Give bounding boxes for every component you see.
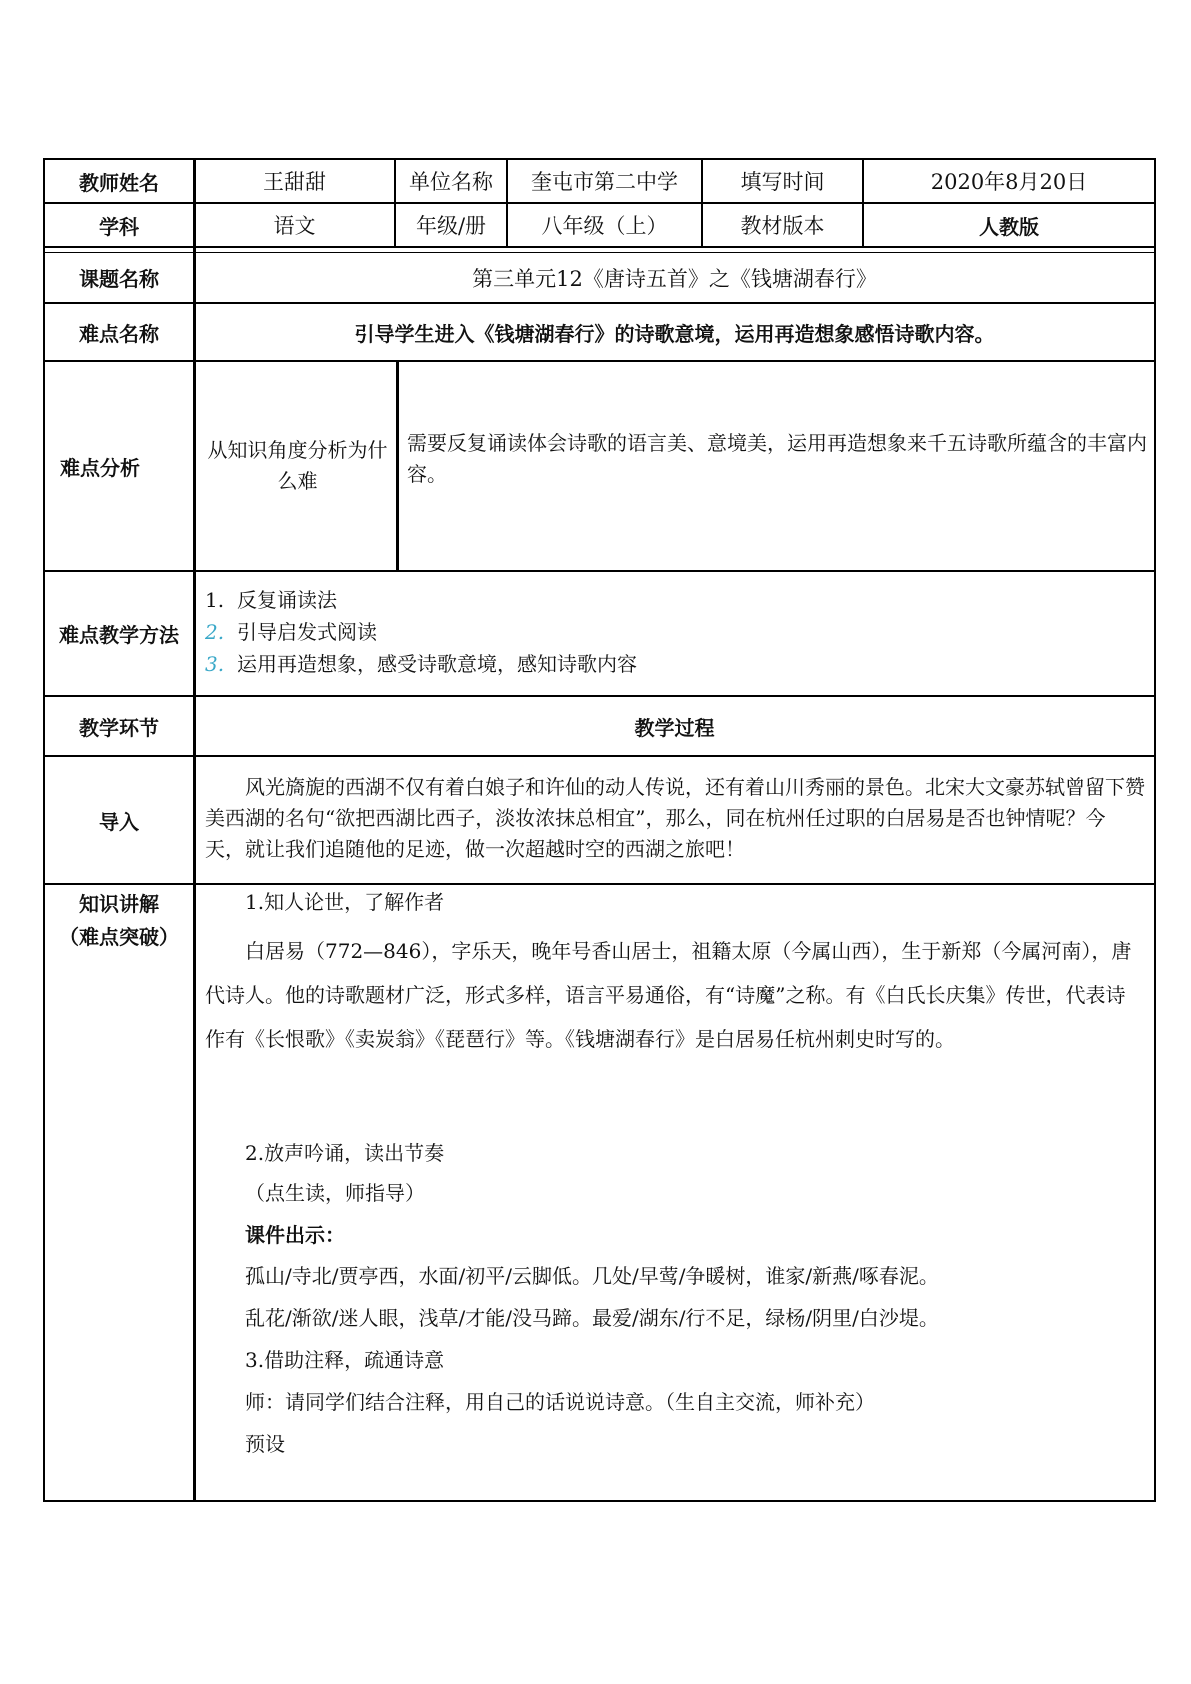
row-divider bbox=[45, 246, 1154, 248]
list-item bbox=[205, 648, 1145, 680]
topic-value: 第三单元12《唐诗五首》之《钱塘湖春行》 bbox=[472, 266, 877, 291]
knowledge-sub-label: （难点突破） bbox=[59, 925, 179, 949]
section-1-text: 白居易（772—846），字乐天，晚年号香山居士，祖籍太原（今属山西），生于新郑（今属河南），唐代诗人。他的诗歌题材广泛，形式多样，语言平易通俗，有“诗魔”之称。有《白氏长庆集》传世，代表诗作有《长恨歌》《卖炭翁》《琵琶行》等。《钱塘湖春行》是白居易任杭州刺史时写的。 bbox=[205, 939, 1132, 1051]
method-text: 运用再造想象，感受诗歌意境，感知诗歌内容 bbox=[237, 652, 637, 676]
section-3-preset: 预设 bbox=[245, 1432, 285, 1456]
method-text: 反复诵读法 bbox=[237, 588, 337, 612]
grade-label: 年级/册 bbox=[415, 214, 487, 238]
process-label: 教学过程 bbox=[634, 715, 715, 740]
analysis-sub-label: 从知识角度分析为什么难 bbox=[207, 438, 388, 493]
column-divider bbox=[396, 360, 399, 570]
list-item bbox=[205, 584, 1145, 616]
poem-line-1: 孤山/寺北/贾亭西，水面/初平/云脚低。几处/早莺/争暖树，谁家/新燕/啄春泥。 bbox=[245, 1264, 939, 1288]
methods-list bbox=[205, 584, 1145, 680]
methods-label: 难点教学方法 bbox=[59, 623, 179, 647]
unit-name-label: 单位名称 bbox=[409, 170, 493, 194]
section-3-title: 3.借助注释，疏通诗意 bbox=[245, 1348, 445, 1372]
grade-value: 八年级（上） bbox=[541, 214, 668, 238]
row-divider bbox=[45, 883, 1154, 885]
difficulty-label: 难点名称 bbox=[79, 321, 159, 346]
poem-line-2: 乱花/渐欲/迷人眼，浅草/才能/没马蹄。最爱/湖东/行不足，绿杨/阴里/白沙堤。 bbox=[245, 1306, 939, 1330]
intro-label: 导入 bbox=[99, 809, 139, 834]
method-text: 引导启发式阅读 bbox=[237, 620, 377, 644]
process-stage-label: 教学环节 bbox=[79, 715, 159, 740]
teacher-name-label: 教师姓名 bbox=[79, 170, 159, 195]
edition-value: 人教版 bbox=[979, 214, 1039, 239]
list-number: 3. bbox=[205, 652, 225, 676]
courseware-label: 课件出示： bbox=[245, 1223, 345, 1247]
fill-date-value: 2020年8月20日 bbox=[930, 170, 1088, 194]
section-2-title: 2.放声吟诵，读出节奏 bbox=[245, 1141, 445, 1165]
edition-label: 教材版本 bbox=[740, 214, 825, 238]
topic-label: 课题名称 bbox=[79, 267, 159, 291]
section-1-title: 1.知人论世，了解作者 bbox=[245, 890, 445, 914]
analysis-text: 需要反复诵读体会诗歌的语言美、意境美，运用再造想象来千五诗歌所蕴含的丰富内容。 bbox=[407, 431, 1147, 486]
section-3-text: 师：请同学们结合注释，用自己的话说说诗意。（生自主交流，师补充） bbox=[245, 1390, 875, 1414]
knowledge-label: 知识讲解 bbox=[79, 892, 159, 916]
intro-text: 风光旖旎的西湖不仅有着白娘子和许仙的动人传说，还有着山川秀丽的景色。北宋大文豪苏轼曾留下赞美西湖的名句“欲把西湖比西子，淡妆浓抹总相宜”，那么，同在杭州任过职的白居易是否也钟情呢？今天，就让我们追随他的足迹，做一次超越时空的西湖之旅吧！ bbox=[205, 775, 1145, 861]
unit-name-value: 奎屯市第二中学 bbox=[531, 170, 678, 194]
lesson-plan-table bbox=[43, 158, 1156, 1502]
list-item bbox=[205, 616, 1145, 648]
teacher-name-value: 王甜甜 bbox=[263, 170, 326, 194]
analysis-label: 难点分析 bbox=[60, 455, 140, 480]
row-divider bbox=[45, 570, 1154, 572]
section-2-note: （点生读，师指导） bbox=[245, 1181, 425, 1205]
subject-label: 学科 bbox=[99, 214, 139, 239]
list-number: 1. bbox=[205, 588, 225, 612]
fill-date-label: 填写时间 bbox=[740, 170, 825, 194]
difficulty-value: 引导学生进入《钱塘湖春行》的诗歌意境，运用再造想象感悟诗歌内容。 bbox=[354, 321, 995, 346]
list-number: 2. bbox=[205, 620, 225, 644]
subject-value: 语文 bbox=[273, 214, 316, 238]
column-divider bbox=[193, 160, 196, 1500]
row-divider bbox=[45, 755, 1154, 757]
